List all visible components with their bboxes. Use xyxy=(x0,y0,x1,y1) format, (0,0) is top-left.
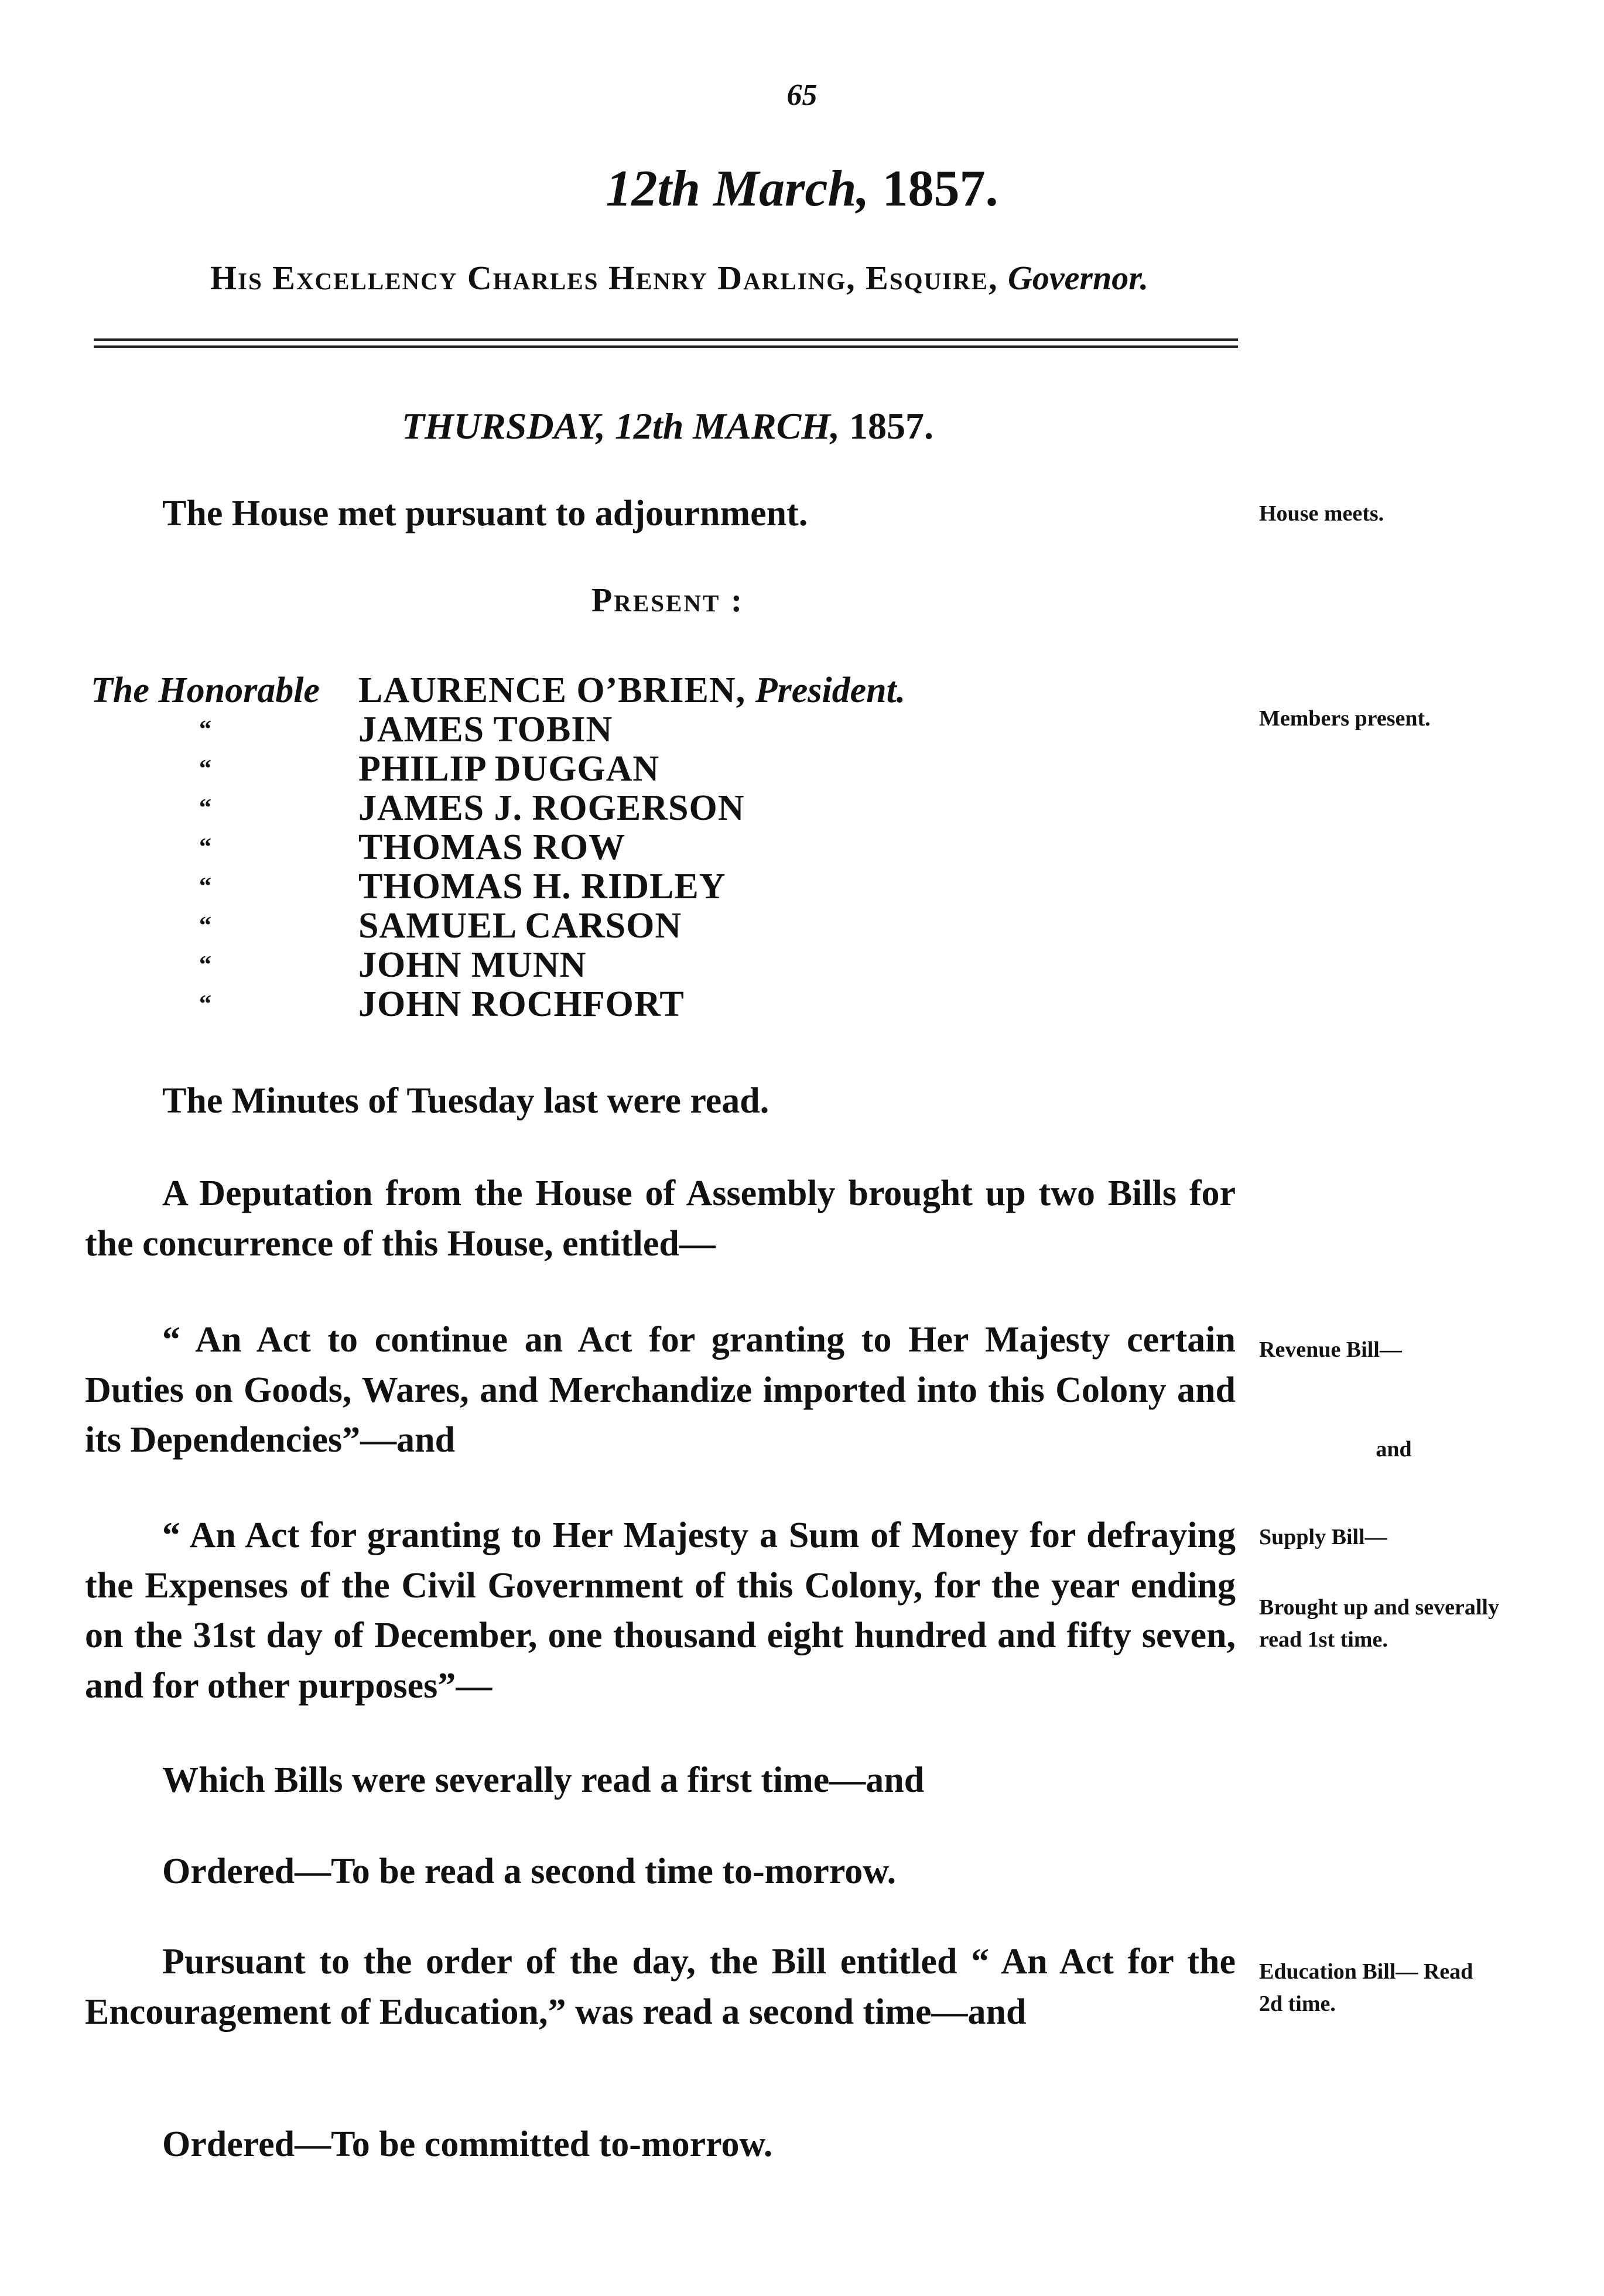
margin-note-house-meets: House meets. xyxy=(1259,501,1384,526)
title-month: March, xyxy=(713,160,870,217)
title-day: 12th xyxy=(606,160,700,217)
day-year: 1857. xyxy=(849,405,934,447)
revenue-bill-paragraph: “ An Act to continue an Act for granting to Her Majesty certain Duties on Goods, Wares, and Merchandize imported into this Colony and its Dependencies”—and xyxy=(85,1320,1236,1460)
member-name: PHILIP DUGGAN xyxy=(358,749,660,789)
day-date: 12th xyxy=(614,405,684,447)
members-list-item xyxy=(0,750,1259,789)
member-role: President. xyxy=(755,670,906,710)
minutes-paragraph: The Minutes of Tuesday last were read. xyxy=(162,1081,769,1121)
ditto-mark: “ xyxy=(199,716,211,743)
ditto-mark: “ xyxy=(199,755,211,782)
margin-note-and: and xyxy=(1376,1437,1412,1462)
member-name: THOMAS H. RIDLEY xyxy=(358,867,726,906)
margin-note-brought-up: Brought up and severally read 1st time. xyxy=(1259,1595,1499,1652)
members-list-item xyxy=(0,906,1259,946)
divider-rule-bottom xyxy=(94,345,1238,348)
members-list xyxy=(0,671,1259,1024)
ditto-mark: “ xyxy=(199,991,211,1018)
governor-title: Governor. xyxy=(1008,259,1149,297)
day-month: MARCH, xyxy=(693,405,840,447)
order-second-reading: Ordered—To be read a second time to-morrow. xyxy=(162,1852,897,1891)
margin-note-revenue-bill: Revenue Bill— xyxy=(1259,1337,1402,1362)
margin-note-education-bill: Education Bill— Read 2d time. xyxy=(1259,1959,1473,2017)
deputation-paragraph: A Deputation from the House of Assembly brought up two Bills for the concurrence of this House, entitled— xyxy=(85,1173,1236,1264)
ditto-mark: “ xyxy=(199,795,211,822)
first-reading-paragraph: Which Bills were severally read a first time—and xyxy=(162,1760,925,1800)
member-president: LAURENCE O’BRIEN, President. xyxy=(358,670,906,710)
member-name: SAMUEL CARSON xyxy=(358,906,682,946)
members-list-item xyxy=(0,671,1259,710)
divider-rule-top xyxy=(94,338,1238,341)
governor-name: His Excellency Charles Henry Darling, Esquire, xyxy=(210,259,998,297)
present-heading: Present : xyxy=(591,581,744,619)
margin-note-members-present: Members present. xyxy=(1259,706,1431,731)
day-heading xyxy=(0,404,1335,449)
members-list-item xyxy=(0,946,1259,985)
ditto-mark: “ xyxy=(199,952,211,978)
day-weekday: THURSDAY, xyxy=(401,405,606,447)
ditto-mark: “ xyxy=(199,912,211,939)
title-year: 1857. xyxy=(882,160,998,217)
ditto-mark: “ xyxy=(199,834,211,861)
education-bill-paragraph: Pursuant to the order of the day, the Bill entitled “ An Act for the Encouragement of Education,” was read a second time—and xyxy=(85,1942,1236,2032)
supply-bill-paragraph: “ An Act for granting to Her Majesty a Sum of Money for defraying the Expenses of the Civil Government of this Colony, for the year ending on the 31st day of December, one thousand eight hundred and fifty seven, and for other purposes”— xyxy=(85,1515,1236,1706)
members-list-item xyxy=(0,985,1259,1024)
member-name: JOHN ROCHFORT xyxy=(358,984,685,1024)
member-name: JAMES J. ROGERSON xyxy=(358,788,745,828)
opening-paragraph: The House met pursuant to adjournment. xyxy=(162,494,808,533)
members-list-item xyxy=(0,828,1259,867)
members-list-item xyxy=(0,867,1259,906)
members-list-item xyxy=(0,710,1259,750)
member-name: JAMES TOBIN xyxy=(358,710,613,750)
members-intro: The Honorable xyxy=(91,670,320,710)
order-committed: Ordered—To be committed to-morrow. xyxy=(162,2124,773,2164)
page-number: 65 xyxy=(786,78,818,112)
members-list-item xyxy=(0,789,1259,828)
member-name: THOMAS ROW xyxy=(358,827,626,867)
margin-note-supply-bill: Supply Bill— xyxy=(1259,1525,1387,1549)
ditto-mark: “ xyxy=(199,873,211,900)
page-title xyxy=(0,158,1604,220)
member-name: JOHN MUNN xyxy=(358,945,587,985)
governor-line xyxy=(94,258,1265,299)
